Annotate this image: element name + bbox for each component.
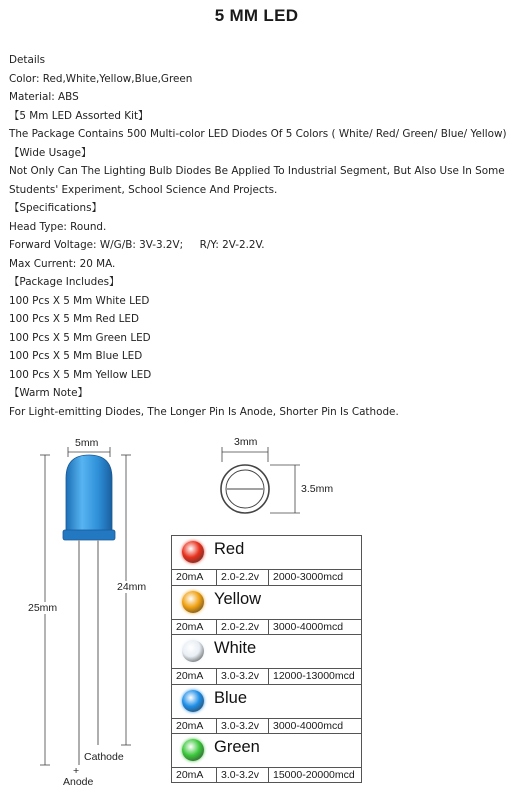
section-package-includes: 【Package Includes】: [9, 276, 120, 288]
led-body: [63, 455, 115, 540]
led-name-line: [172, 536, 361, 569]
led-intensity: 2000-3000mcd: [273, 571, 344, 583]
max-current-line: Max Current: 20 MA.: [9, 257, 116, 270]
lead-length-long-label: 25mm: [28, 602, 58, 614]
lead-length-short-label: 24mm: [117, 581, 147, 593]
led-width-label: 5mm: [75, 437, 99, 449]
forward-voltage-line: Forward Voltage: W/G/B: 3V-3.2V; R/Y: 2V-2.2V.: [9, 239, 265, 251]
section-warm-note: 【Warm Note】: [9, 387, 88, 399]
package-contents-line: The Package Contains 500 Multi-color LED Diodes Of 5 Colors ( White/ Red/ Green/ Blue/ Yellow): [9, 128, 507, 140]
led-name-line: [172, 586, 361, 619]
led-spec-table: [171, 535, 362, 783]
led-current: 20mA: [172, 719, 217, 734]
anode-label: Anode: [63, 776, 94, 788]
color-line: Color: Red,White,Yellow,Blue,Green: [9, 72, 193, 85]
top-width-label: 3mm: [234, 436, 258, 448]
package-item-red: 100 Pcs X 5 Mm Red LED: [9, 313, 139, 325]
led-top-view: [221, 447, 300, 513]
led-row-red: [172, 536, 361, 586]
section-usage: 【Wide Usage】: [9, 146, 92, 159]
led-intensity: 15000-20000mcd: [273, 769, 355, 782]
led-bulb-icon: [182, 591, 204, 613]
anode-sign: +: [73, 765, 80, 777]
package-item-green: 100 Pcs X 5 Mm Green LED: [9, 331, 151, 344]
led-spec-line: [172, 668, 361, 684]
led-name-line: [172, 685, 361, 718]
led-current: 20mA: [172, 669, 217, 684]
details-heading: Details: [9, 54, 46, 66]
led-spec-line: [172, 767, 361, 783]
led-bulb-icon: [182, 541, 204, 563]
led-current: 20mA: [172, 620, 217, 635]
led-voltage: 2.0-2.2v: [217, 570, 269, 585]
led-name-line: [172, 734, 361, 767]
led-current: 20mA: [172, 570, 217, 585]
led-voltage: 3.0-3.2v: [217, 768, 269, 783]
material-line: Material: ABS: [9, 91, 79, 103]
led-name-line: [172, 635, 361, 668]
led-color-name: Blue: [214, 688, 248, 707]
top-height-label: 3.5mm: [301, 483, 334, 495]
section-kit: 【5 Mm LED Assorted Kit】: [9, 109, 149, 122]
led-voltage: 3.0-3.2v: [217, 669, 269, 684]
page-title: 5 MM LED: [214, 6, 299, 25]
led-spec-line: [172, 718, 361, 734]
led-row-white: [172, 635, 361, 685]
led-spec-line: [172, 619, 361, 635]
led-color-name: White: [214, 639, 257, 658]
led-color-name: Yellow: [214, 589, 262, 608]
product-details: [9, 51, 509, 421]
cathode-label: Cathode: [84, 751, 124, 763]
warm-note-text: For Light-emitting Diodes, The Longer Pin Is Anode, Shorter Pin Is Cathode.: [9, 405, 399, 418]
led-row-green: [172, 734, 361, 784]
package-item-yellow: 100 Pcs X 5 Mm Yellow LED: [9, 368, 152, 381]
usage-text: Not Only Can The Lighting Bulb Diodes Be Applied To Industrial Segment, But Also Use In Some Students' Experiment, School Science And Projects.: [9, 165, 505, 196]
led-voltage: 2.0-2.2v: [217, 620, 269, 635]
led-row-yellow: [172, 586, 361, 636]
led-bulb-icon: [182, 640, 204, 662]
section-specifications: 【Specifications】: [9, 202, 102, 214]
led-voltage: 3.0-3.2v: [217, 719, 269, 734]
package-item-blue: 100 Pcs X 5 Mm Blue LED: [9, 350, 143, 362]
led-intensity: 3000-4000mcd: [273, 620, 344, 633]
led-intensity: 3000-4000mcd: [273, 719, 344, 732]
led-bulb-icon: [182, 739, 204, 761]
head-type-line: Head Type: Round.: [9, 220, 107, 233]
led-intensity: 12000-13000mcd: [273, 670, 355, 683]
led-spec-line: [172, 569, 361, 585]
led-color-name: Green: [214, 738, 260, 757]
led-row-blue: [172, 685, 361, 735]
led-current: 20mA: [172, 768, 217, 783]
led-color-name: Red: [214, 540, 245, 558]
package-item-white: 100 Pcs X 5 Mm White LED: [9, 294, 150, 307]
led-bulb-icon: [182, 690, 204, 712]
